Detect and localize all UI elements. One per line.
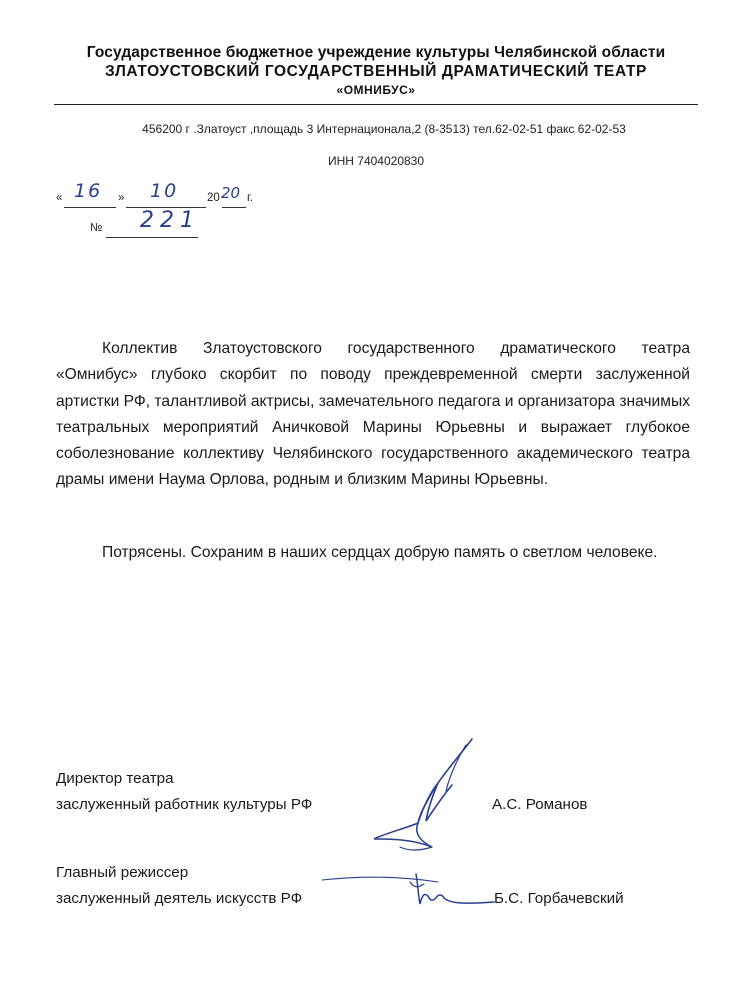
paragraph-2-text: Потрясены. Сохраним в наших сердцах добрую память о светлом человеке. — [102, 544, 658, 561]
paragraph-1-text: Коллектив Златоустовского государственного драматического театра «Омнибус» глубоко скорбит по поводу преждевременной смерти заслуженной артистки РФ, талантливой актрисы, замечательного педагога и организатора значимых театральных мероприятий Аничковой Марины Юрьевны и выражает глубокое соболезнование коллективу Челябинского государственного академического театра драмы имени Наума Орлова, родным и близким Марины Юрьевны. — [56, 340, 690, 489]
inn-line: ИНН 7404020830 — [327, 154, 425, 168]
director-name: А.С. Романов — [492, 796, 588, 813]
institution-title: Государственное бюджетное учреждение культуры Челябинской области — [86, 44, 666, 61]
date-open-quote: « — [56, 192, 63, 204]
chief-name: Б.С. Горбачевский — [494, 890, 624, 907]
chief-signature-icon — [318, 868, 518, 916]
number-label: № — [90, 222, 103, 234]
date-day-underline — [64, 207, 116, 208]
date-year-prefix: 20 — [207, 192, 220, 204]
director-rank: заслуженный работник культуры РФ — [56, 796, 313, 813]
chief-rank: заслуженный деятель искусств РФ — [56, 890, 303, 907]
header-divider — [54, 104, 698, 105]
closing-paragraph — [56, 540, 690, 566]
date-month-handwritten: 10 — [150, 180, 179, 202]
date-year-handwritten: 20 — [221, 184, 241, 202]
theatre-subname: «ОМНИБУС» — [336, 83, 416, 97]
date-year-underline — [222, 207, 246, 208]
number-handwritten: 221 — [140, 208, 200, 233]
condolence-paragraph — [56, 336, 690, 494]
date-g: г. — [247, 192, 253, 204]
address-line: 456200 г .Златоуст ,площадь 3 Интернационала,2 (8-3513) тел.62-02-51 факс 62-02-53 — [142, 122, 626, 136]
number-underline — [106, 237, 198, 238]
chief-title: Главный режиссер — [56, 864, 189, 881]
date-day-handwritten: 16 — [74, 180, 103, 202]
date-close-quote: » — [118, 192, 125, 204]
theatre-name: ЗЛАТОУСТОВСКИЙ ГОСУДАРСТВЕННЫЙ ДРАМАТИЧЕСКИЙ ТЕАТР — [105, 63, 647, 80]
director-title: Директор театра — [56, 770, 174, 787]
director-signature-icon — [360, 735, 490, 855]
